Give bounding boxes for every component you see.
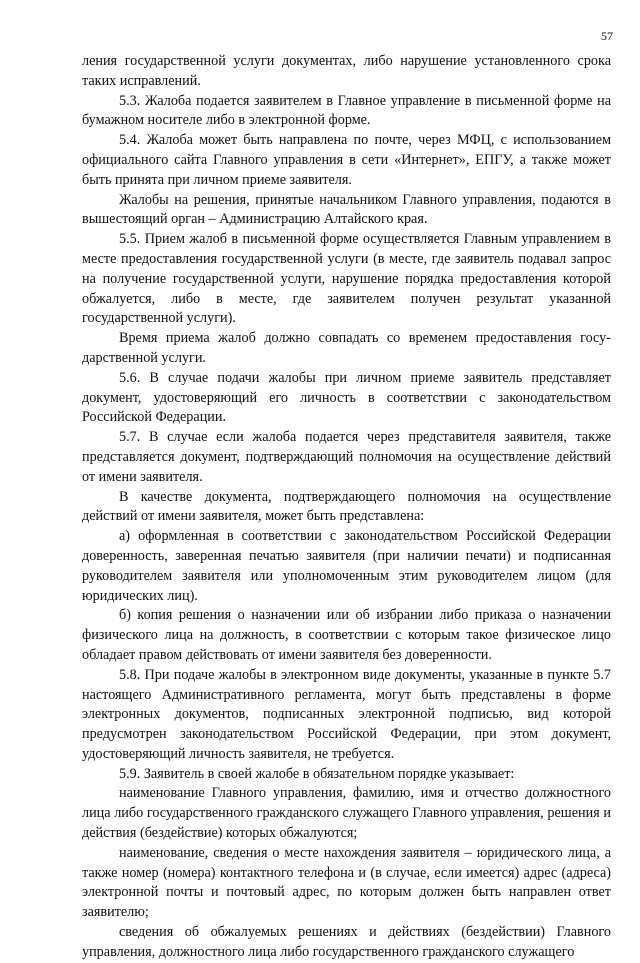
page-number: 57: [601, 29, 613, 43]
paragraph-authority-document: В качестве документа, подтверждающего полномочия на осуществление действий от имени заявителя, может быть представлена:: [82, 488, 611, 525]
paragraph-5-7: 5.7. В случае если жалоба подается через представителя заявителя, также представляется документ, подтверждающий полномочия на осуществление действий от имени заявителя.: [82, 429, 611, 485]
paragraph-complaints-head: Жалобы на решения, принятые начальником Главного управления, подаются в вышестоящий орган – Администрацию Алтайского края.: [82, 191, 611, 228]
paragraph-5-3: 5.3. Жалоба подается заявителем в Главное управление в письменной форме на бумажном носителе либо в электронной форме.: [82, 92, 611, 129]
paragraph-5-6: 5.6. В случае подачи жалобы при личном приеме заявитель представляет документ, удостоверяющий его личность в соответствии с законодательством Российской Федерации.: [82, 369, 611, 426]
paragraph-5-8: 5.8. При подаче жалобы в электронном виде документы, указанные в пункте 5.7 настоящего Административного регламента, могут быть представлены в форме электронных документов, подписанных электронной подписью, вид которой предусмотрен законодательством Российской Федерации, при этом документ, удостоверяющий личность заявителя, не требуется.: [82, 666, 611, 762]
paragraph-item-b: б) копия решения о назначении или об избрании либо приказа о назначении физического лица на должность, в соответствии с которым такое физическое лицо обладает правом действовать от имени заявителя без доверенности.: [82, 607, 611, 663]
paragraph-5-5: 5.5. Прием жалоб в письменной форме осуществляется Главным управлением в месте предоставления государственной услуги (в месте, где заявитель подавал запрос на получение государственной услуги, нарушение порядка предоставления которой обжалуется, либо в месте, где заявителем получен результат указанной государственной услуги).: [82, 231, 611, 327]
paragraph-item-a: а) оформленная в соответствии с законодательством Российской Федерации доверенность, заверенная печатью заявителя (при наличии печати) и подписанная руководителем заявителя или уполномоченным этим руководителем лицом (для юридических лиц).: [82, 528, 611, 604]
paragraph-requirement-name: наименование Главного управления, фамилию, имя и отчество должностного лица либо государственного гражданского служащего Главного управления, решения и действия (бездействие) которых обжалуются;: [82, 785, 611, 842]
paragraph-5-9: 5.9. Заявитель в своей жалобе в обязательном порядке указывает:: [119, 765, 515, 782]
paragraph-requirement-contacts: наименование, сведения о месте нахождения заявителя – юридического лица, а также номер (номера) контактного телефона и (в случае, если имеется) адрес (адреса) электронной почты и почтовый адрес, по которым должен быть направлен ответ заявителю;: [82, 844, 611, 921]
paragraph-5-4: 5.4. Жалоба может быть направлена по почте, через МФЦ, с использованием официального сайта Главного управления в сети «Интернет», ЕПГУ, а также может быть принята при личном приеме заявителя.: [82, 132, 611, 188]
document-body: [82, 52, 611, 963]
paragraph-reception-time: Время приема жалоб должно совпадать со временем предоставления государственной услуги.: [82, 330, 611, 366]
paragraph-continuation: ления государственной услуги документах, либо нарушение установленного срока таких исправлений.: [82, 53, 611, 89]
paragraph-requirement-decisions: сведения об обжалуемых решениях и действиях (бездействии) Главного управления, должностного лица либо государственного гражданского служащего: [82, 924, 611, 960]
